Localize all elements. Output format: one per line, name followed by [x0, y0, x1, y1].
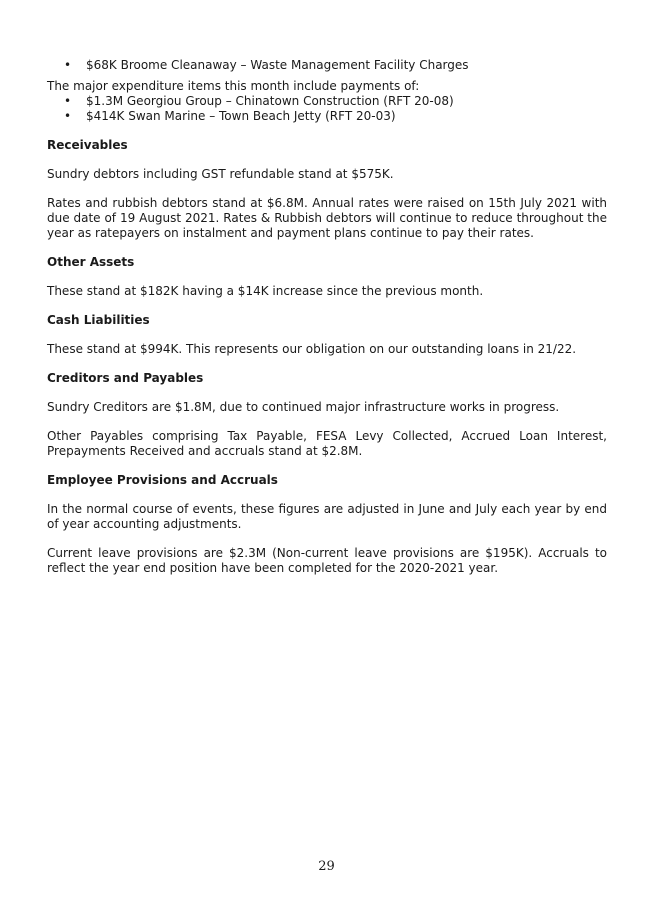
section-heading-creditors-payables: Creditors and Payables	[47, 371, 204, 385]
list-item: • $1.3M Georgiou Group – Chinatown Construction (RFT 20-08)	[47, 94, 607, 109]
paragraph: Current leave provisions are $2.3M (Non-current leave provisions are $195K). Accruals to reflect the year end position have been completed for the 2020-2021 year.	[47, 546, 607, 575]
section-heading-employee-provisions: Employee Provisions and Accruals	[47, 473, 278, 487]
section-heading-receivables: Receivables	[47, 138, 128, 152]
paragraph: In the normal course of events, these figures are adjusted in June and July each year by end of year accounting adjustments.	[47, 502, 607, 531]
list-item: • $68K Broome Cleanaway – Waste Management Facility Charges	[47, 58, 607, 73]
top-bullet-list	[47, 58, 607, 73]
paragraph: These stand at $182K having a $14K increase since the previous month.	[47, 284, 484, 298]
document-body	[47, 58, 607, 576]
section-heading-other-assets: Other Assets	[47, 255, 135, 269]
paragraph: These stand at $994K. This represents our obligation on our outstanding loans in 21/22.	[47, 342, 577, 356]
expenditure-intro: The major expenditure items this month include payments of:	[47, 79, 420, 93]
section-heading-cash-liabilities: Cash Liabilities	[47, 313, 150, 327]
paragraph: Sundry Creditors are $1.8M, due to continued major infrastructure works in progress.	[47, 400, 560, 414]
paragraph: Rates and rubbish debtors stand at $6.8M. Annual rates were raised on 15th July 2021 with due date of 19 August 2021. Rates & Rubbish debtors will continue to reduce throughout the year as ratepayers on instalment and payment plans continue to pay their rates.	[47, 196, 607, 240]
page-number: 29	[318, 859, 335, 874]
paragraph: Other Payables comprising Tax Payable, FESA Levy Collected, Accrued Loan Interest, Prepayments Received and accruals stand at $2.8M.	[47, 429, 607, 458]
expenditure-list	[47, 94, 607, 124]
list-item: • $414K Swan Marine – Town Beach Jetty (RFT 20-03)	[47, 109, 607, 124]
paragraph: Sundry debtors including GST refundable stand at $575K.	[47, 167, 394, 181]
